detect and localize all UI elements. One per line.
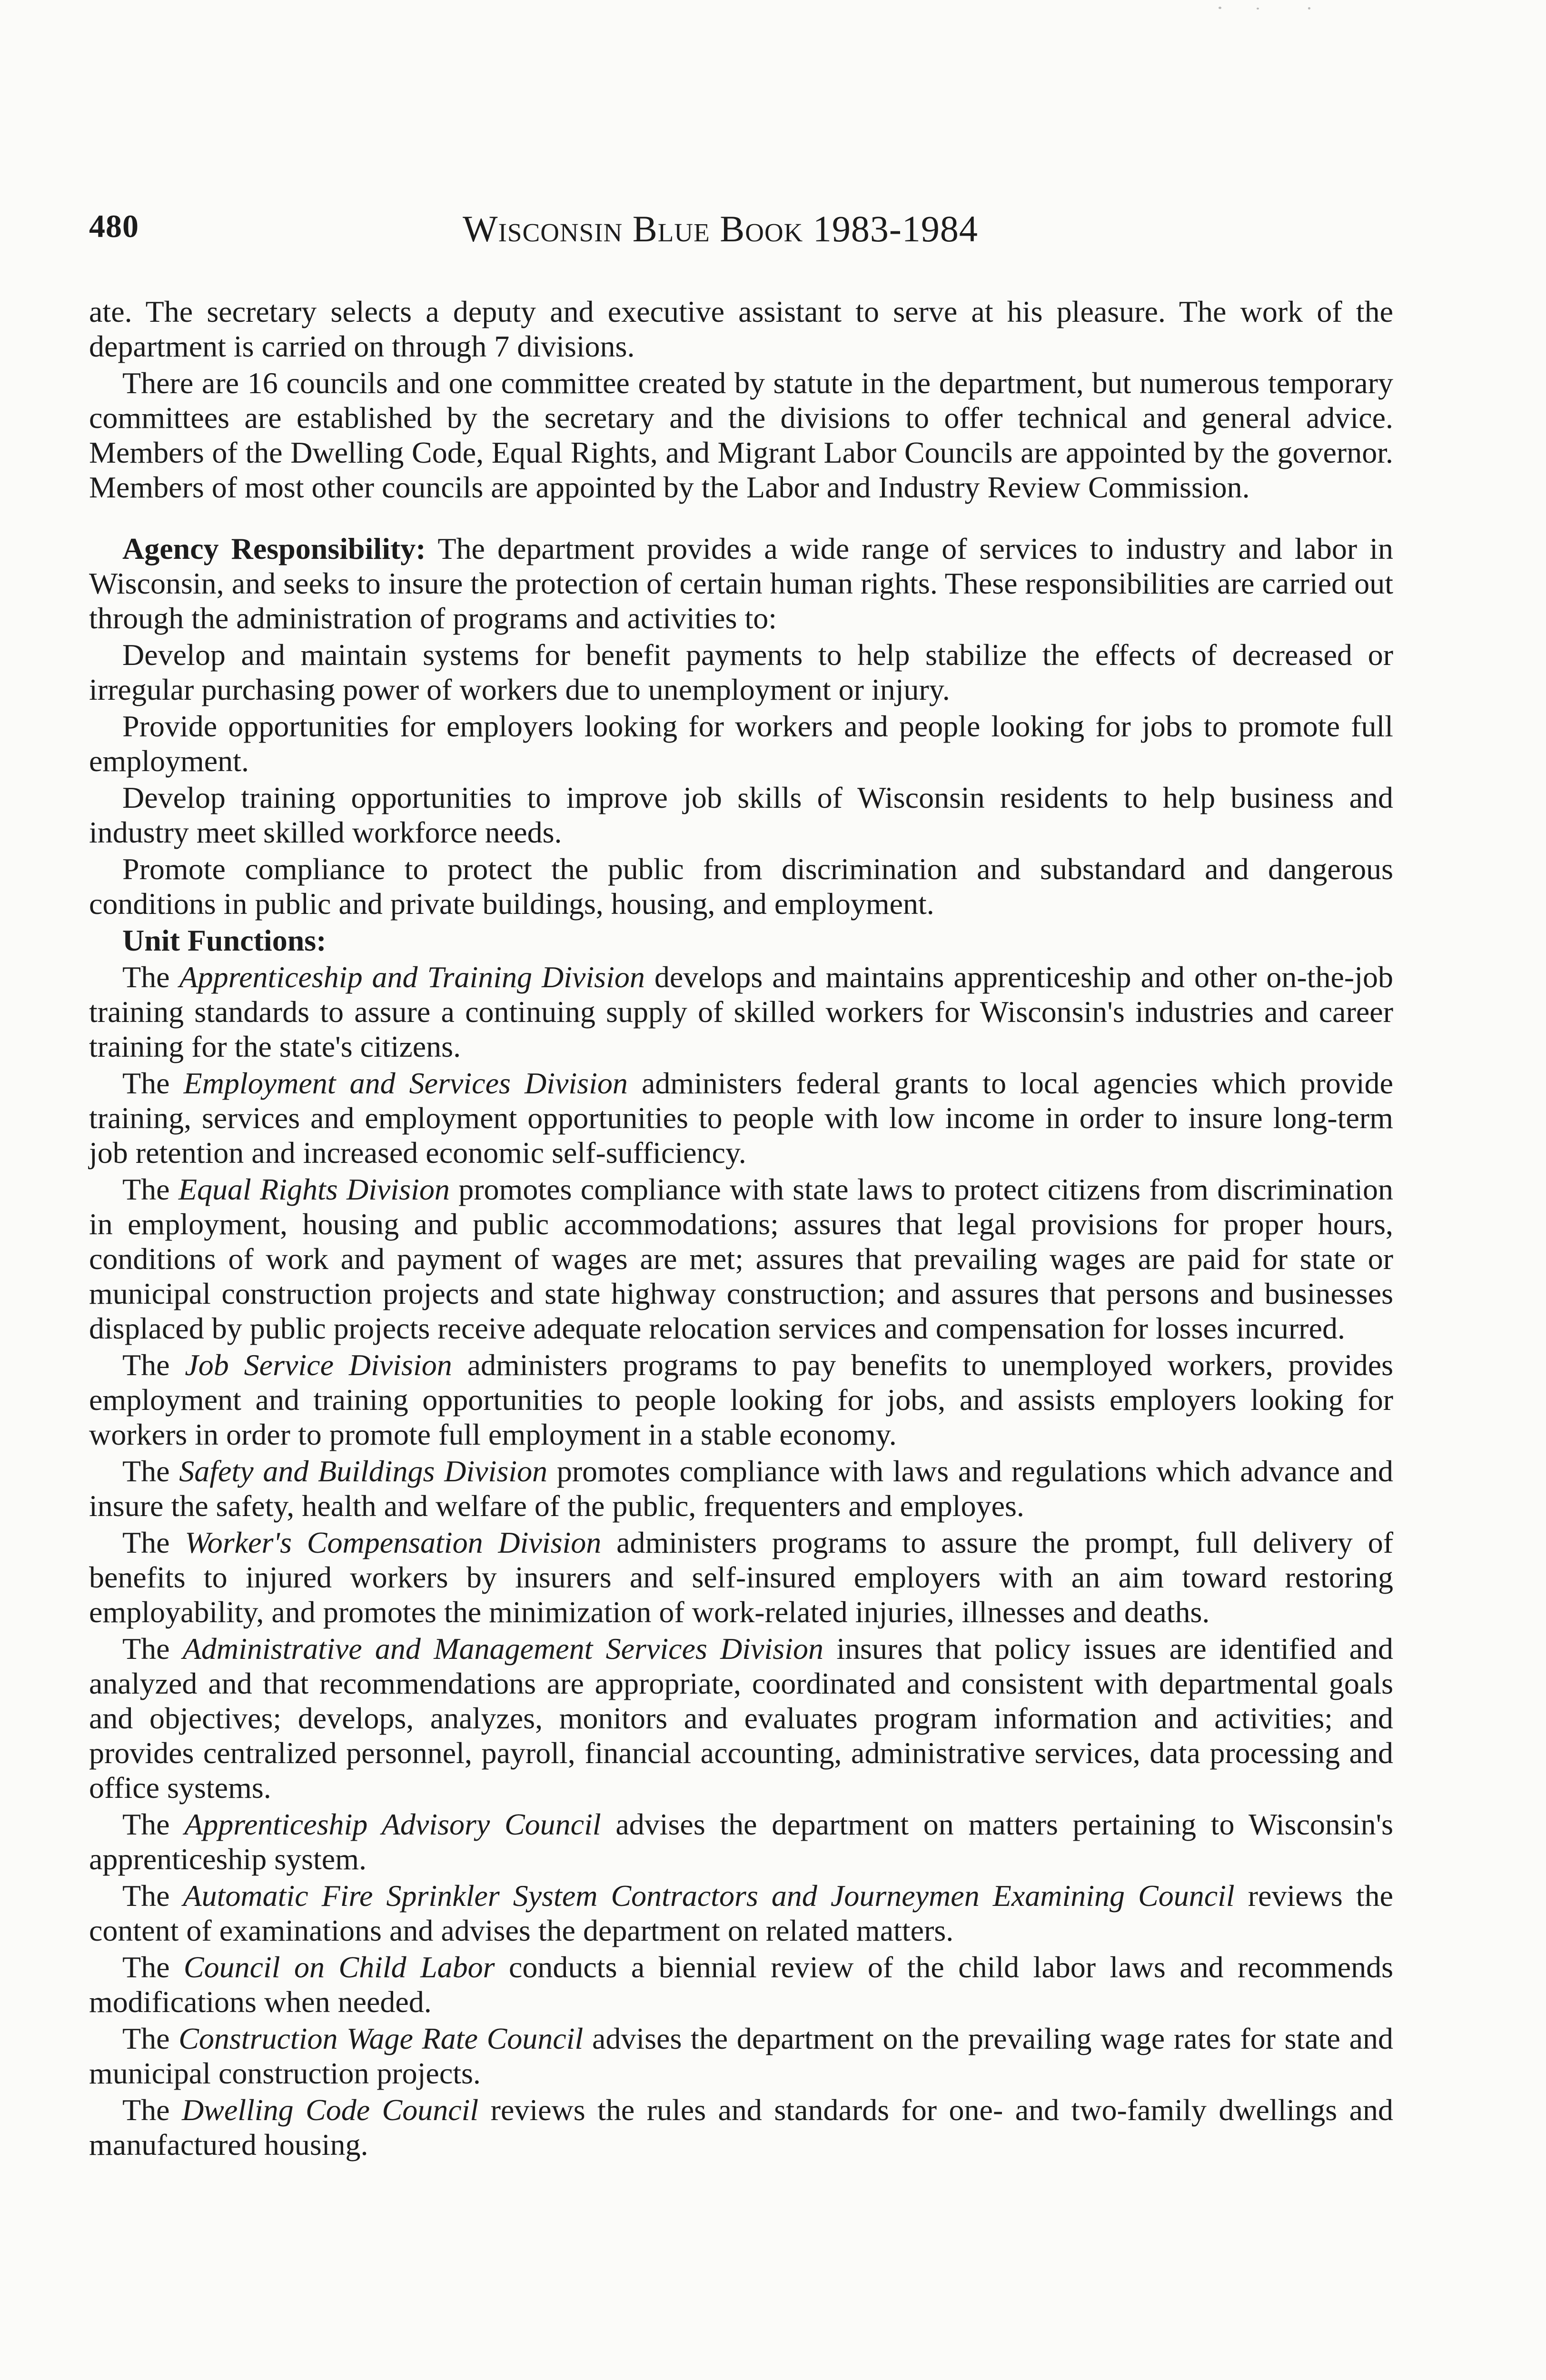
unit-lead: The <box>122 2022 179 2055</box>
unit-lead: The <box>122 1632 183 1666</box>
unit-description: insures that policy issues are identified and analyzed and that recommendations are appropriate, coordinated and consistent with departmental goals and objectives; develops, analyzes, monitors and evaluates program information and activities; and provides centralized personnel, payroll, financial accounting, administrative services, data processing and office systems. <box>89 1632 1394 1805</box>
agency-item: Provide opportunities for employers looking for workers and people looking for jobs to promote full employment. <box>89 709 1393 778</box>
unit-paragraph <box>89 1348 1393 1452</box>
title-word-blue: Blue <box>632 208 710 249</box>
unit-paragraph <box>89 1525 1393 1629</box>
page-header <box>89 208 1403 250</box>
unit-paragraph <box>89 960 1393 1064</box>
unit-paragraph <box>89 2092 1393 2162</box>
unit-name: Council on Child Labor <box>183 1950 495 1984</box>
unit-lead: The <box>122 1348 185 1382</box>
unit-description: conducts a biennial review of the child labor laws and recommends modifications when needed. <box>89 1950 1394 2019</box>
title-years: 1983-1984 <box>813 208 978 249</box>
title-word-wisconsin: Wisconsin <box>463 208 623 249</box>
unit-name: Apprenticeship and Training Division <box>179 960 645 994</box>
unit-paragraph <box>89 1631 1393 1805</box>
unit-paragraph <box>89 1950 1393 2019</box>
unit-description: administers programs to assure the prompt, full delivery of benefits to injured workers by insurers and self-insured employers with an aim toward restoring employability, and promotes the minimization of work-related injuries, illnesses and deaths. <box>89 1526 1393 1629</box>
unit-lead: The <box>122 960 179 994</box>
unit-description: advises the department on matters pertaining to Wisconsin's apprenticeship system. <box>89 1807 1394 1876</box>
agency-responsibility-heading: Agency Responsibility: <box>122 532 426 565</box>
unit-paragraph <box>89 1172 1393 1346</box>
unit-lead: The <box>122 1950 184 1984</box>
unit-description: promotes compliance with laws and regulations which advance and insure the safety, health and welfare of the public, frequenters and employes. <box>89 1454 1394 1523</box>
unit-name: Administrative and Management Services Division <box>182 1632 824 1666</box>
unit-name: Job Service Division <box>185 1348 452 1382</box>
unit-name: Safety and Buildings Division <box>179 1454 548 1488</box>
unit-description: promotes compliance with state laws to protect citizens from discrimination in employment, housing and public accommodations; assures that legal provisions for proper hours, conditions of work and payment of wages are met; assures that prevailing wages are paid for state or municipal construction projects and state highway construction; and assures that persons and businesses displaced by public projects receive adequate relocation services and compensation for losses incurred. <box>89 1172 1394 1345</box>
unit-description: develops and maintains apprenticeship and other on-the-job training standards to assure a continuing supply of skilled workers for Wisconsin's industries and career training for the state's citizens. <box>89 960 1394 1063</box>
unit-name: Construction Wage Rate Council <box>178 2022 584 2055</box>
unit-name: Employment and Services Division <box>183 1066 628 1100</box>
unit-functions-heading: Unit Functions: <box>122 923 327 957</box>
body-text <box>89 294 1393 2164</box>
unit-name: Dwelling Code Council <box>181 2093 479 2127</box>
unit-paragraph <box>89 2021 1393 2091</box>
agency-responsibility-text: The department provides a wide range of services to industry and labor in Wisconsin, and seeks to insure the protection of certain human rights. These responsibilities are carried out through the administration of programs and activities to: <box>89 532 1394 635</box>
agency-item: Develop training opportunities to improve job skills of Wisconsin residents to help business and industry meet skilled workforce needs. <box>89 781 1393 849</box>
unit-name: Worker's Compensation Division <box>185 1526 602 1559</box>
unit-lead: The <box>122 1172 178 1206</box>
scan-speck <box>1308 7 1310 10</box>
agency-item: Promote compliance to protect the public from discrimination and substandard and dangerous conditions in public and private buildings, housing, and employment. <box>89 852 1393 921</box>
agency-item: Develop and maintain systems for benefit payments to help stabilize the effects of decreased or irregular purchasing power of workers due to unemployment or injury. <box>89 638 1393 706</box>
unit-paragraph <box>89 1807 1393 1876</box>
scan-speck <box>1257 8 1259 10</box>
unit-name: Apprenticeship Advisory Council <box>184 1807 601 1841</box>
unit-lead: The <box>122 1526 185 1559</box>
page-number: 480 <box>89 208 139 244</box>
intro-paragraph-2: There are 16 councils and one committee created by statute in the department, but numerous temporary committees are established by the secretary and the divisions to offer technical and general advice. Members of the Dwelling Code, Equal Rights, and Migrant Labor Councils are appointed by the governor. Members of most other councils are appointed by the Labor and Industry Review Commission. <box>89 366 1393 504</box>
unit-description: administers programs to pay benefits to unemployed workers, provides employment and training opportunities to people looking for jobs, and assists employers looking for workers in order to promote full employment in a stable economy. <box>89 1348 1394 1451</box>
unit-paragraph <box>89 1454 1393 1523</box>
agency-responsibility-paragraph <box>89 531 1393 635</box>
unit-name: Automatic Fire Sprinkler System Contractors and Journeymen Examining Council <box>183 1879 1235 1913</box>
unit-lead: The <box>122 1807 185 1841</box>
unit-description: administers federal grants to local agencies which provide training, services and employment opportunities to people with low income in order to insure long-term job retention and increased economic self-sufficiency. <box>89 1066 1394 1170</box>
scan-speck <box>1219 7 1221 9</box>
unit-lead: The <box>122 1879 183 1913</box>
unit-paragraph <box>89 1066 1393 1170</box>
unit-lead: The <box>122 1066 184 1100</box>
unit-lead: The <box>122 2093 182 2127</box>
running-head-title <box>463 208 978 250</box>
unit-paragraph <box>89 1878 1393 1948</box>
unit-description: reviews the content of examinations and advises the department on related matters. <box>89 1879 1394 1947</box>
title-word-book: Book <box>720 208 803 249</box>
intro-paragraph-1: ate. The secretary selects a deputy and executive assistant to serve at his pleasure. The work of the department is carried on through 7 divisions. <box>89 295 1393 363</box>
unit-lead: The <box>122 1454 179 1488</box>
unit-description: reviews the rules and standards for one- and two-family dwellings and manufactured housing. <box>89 2093 1394 2162</box>
unit-name: Equal Rights Division <box>178 1172 450 1206</box>
unit-description: advises the department on the prevailing wage rates for state and municipal construction projects. <box>89 2022 1394 2090</box>
